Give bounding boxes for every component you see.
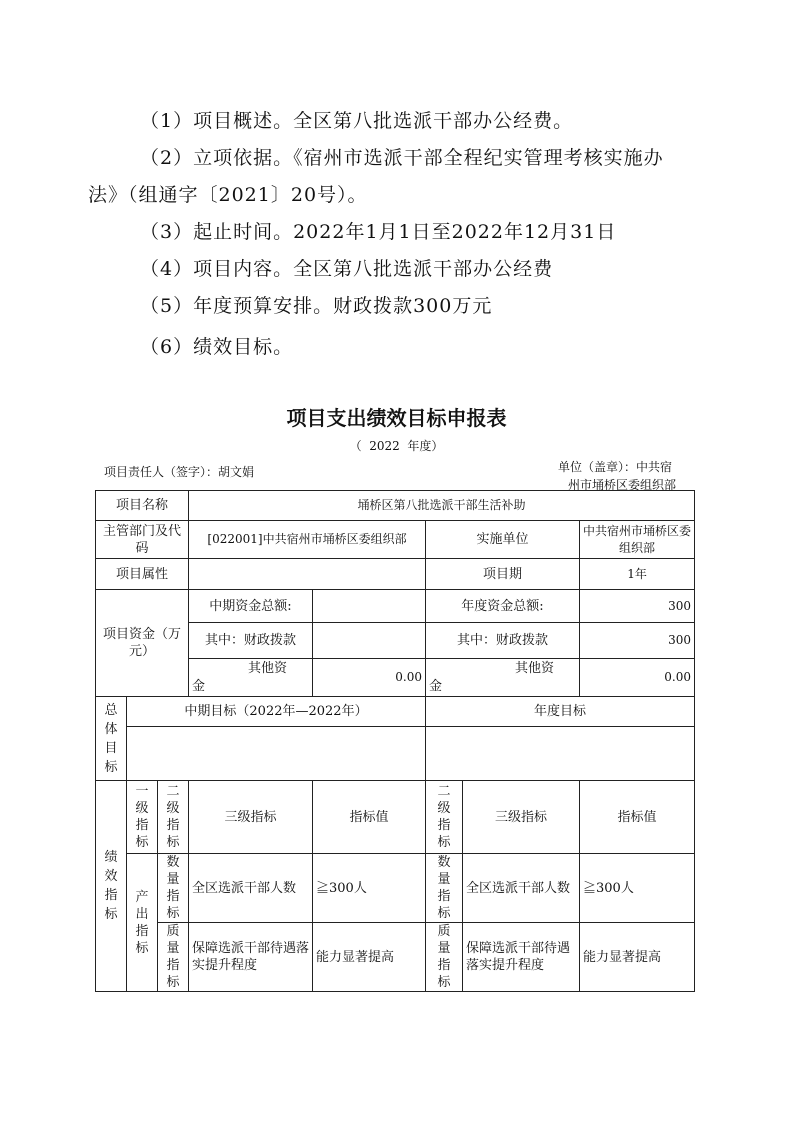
value-header-annual: 指标值 bbox=[580, 781, 695, 854]
paragraph-content: （4）项目内容。全区第八批选派干部办公经费 bbox=[140, 258, 554, 280]
table-row bbox=[96, 697, 695, 727]
funds-label: 项目资金（万元） bbox=[96, 590, 189, 697]
table-row bbox=[96, 923, 695, 992]
perf-indicator-label: 绩效指标 bbox=[96, 781, 127, 992]
mid-other-label bbox=[189, 659, 313, 697]
unit-seal-label: 单位（盖章）：中共宿 bbox=[558, 460, 673, 474]
level3-header-mid: 三级指标 bbox=[189, 781, 313, 854]
annual-other-label bbox=[426, 659, 580, 697]
paragraph-period: （3）起止时间。2022年1月1日至2022年12月31日 bbox=[140, 221, 617, 243]
mid-other-value: 0.00 bbox=[313, 659, 426, 697]
form-title: 项目支出绩效目标申报表 bbox=[286, 406, 507, 430]
quantity-indicator-mid: 数量指标 bbox=[158, 854, 189, 923]
project-attr-value bbox=[189, 559, 426, 590]
project-attr-label: 项目属性 bbox=[96, 559, 189, 590]
annual-goal-label: 年度目标 bbox=[426, 697, 695, 727]
paragraph-basis: （2）立项依据。《宿州市选派干部全程纪实管理考核实施办 bbox=[140, 147, 664, 169]
project-period-value: 1年 bbox=[580, 559, 695, 590]
level2-header-annual: 二级指标 bbox=[426, 781, 463, 854]
unit-name: 州市埇桥区委组织部 bbox=[568, 478, 677, 492]
impl-unit-label: 实施单位 bbox=[426, 521, 580, 559]
annual-goal-text bbox=[426, 727, 695, 781]
annual-quantity-value: ≧300人 bbox=[580, 854, 695, 923]
mid-goal-label: 中期目标（2022年—2022年） bbox=[127, 697, 426, 727]
annual-quantity-item: 全区选派干部人数 bbox=[463, 854, 580, 923]
paragraph-overview: （1）项目概述。全区第八批选派干部办公经费。 bbox=[140, 110, 574, 132]
form-year: （ 2022 年度） bbox=[349, 439, 444, 453]
mid-other-label-1: 其他资 bbox=[247, 660, 287, 676]
impl-unit-value: 中共宿州市埇桥区委组织部 bbox=[580, 521, 695, 559]
table-row bbox=[96, 727, 695, 781]
annual-total-label: 年度资金总额: bbox=[426, 590, 580, 623]
mid-total-label: 中期资金总额: bbox=[189, 590, 313, 623]
dept-label: 主管部门及代码 bbox=[96, 521, 189, 559]
paragraph-budget: （5）年度预算安排。财政拨款300万元 bbox=[140, 295, 493, 317]
value-header-mid: 指标值 bbox=[313, 781, 426, 854]
paragraph-basis-cont: 法》（组通字〔2021〕20号）。 bbox=[88, 184, 368, 206]
mid-quality-value: 能力显著提高 bbox=[313, 923, 426, 992]
quality-indicator-annual: 质量指标 bbox=[426, 923, 463, 992]
mid-quality-item: 保障选派干部待遇落实提升程度 bbox=[189, 923, 313, 992]
dept-value: [022001]中共宿州市埇桥区委组织部 bbox=[189, 521, 426, 559]
table-row bbox=[96, 491, 695, 521]
overall-goal-label: 总体目标 bbox=[96, 697, 127, 781]
paragraph-goals: （6）绩效目标。 bbox=[140, 336, 294, 358]
output-indicator-label: 产出指标 bbox=[127, 854, 158, 992]
project-name-value: 埇桥区第八批选派干部生活补助 bbox=[189, 491, 695, 521]
mid-quantity-value: ≧300人 bbox=[313, 854, 426, 923]
mid-goal-text bbox=[127, 727, 426, 781]
performance-target-table bbox=[95, 490, 695, 992]
table-row bbox=[96, 854, 695, 923]
annual-other-value: 0.00 bbox=[580, 659, 695, 697]
responsible-person: 项目责任人（签字）：胡文娟 bbox=[104, 465, 255, 479]
mid-fiscal-label: 其中：财政拨款 bbox=[189, 623, 313, 659]
table-row bbox=[96, 559, 695, 590]
annual-fiscal-label: 其中：财政拨款 bbox=[426, 623, 580, 659]
level3-header-annual: 三级指标 bbox=[463, 781, 580, 854]
annual-other-label-2: 金 bbox=[429, 678, 443, 694]
mid-other-label-2: 金 bbox=[192, 678, 206, 694]
level2-header-mid: 二级指标 bbox=[158, 781, 189, 854]
quality-indicator-mid: 质量指标 bbox=[158, 923, 189, 992]
table-row bbox=[96, 590, 695, 623]
quantity-indicator-annual: 数量指标 bbox=[426, 854, 463, 923]
annual-fiscal-value: 300 bbox=[580, 623, 695, 659]
table-row bbox=[96, 781, 695, 854]
annual-quality-value: 能力显著提高 bbox=[580, 923, 695, 992]
project-period-label: 项目期 bbox=[426, 559, 580, 590]
annual-total-value: 300 bbox=[580, 590, 695, 623]
project-name-label: 项目名称 bbox=[96, 491, 189, 521]
annual-quality-item: 保障选派干部待遇落实提升程度 bbox=[463, 923, 580, 992]
mid-total-value bbox=[313, 590, 426, 623]
level1-header: 一级指标 bbox=[127, 781, 158, 854]
table-row bbox=[96, 521, 695, 559]
annual-other-label-1: 其他资 bbox=[514, 660, 554, 676]
mid-fiscal-value bbox=[313, 623, 426, 659]
mid-quantity-item: 全区选派干部人数 bbox=[189, 854, 313, 923]
